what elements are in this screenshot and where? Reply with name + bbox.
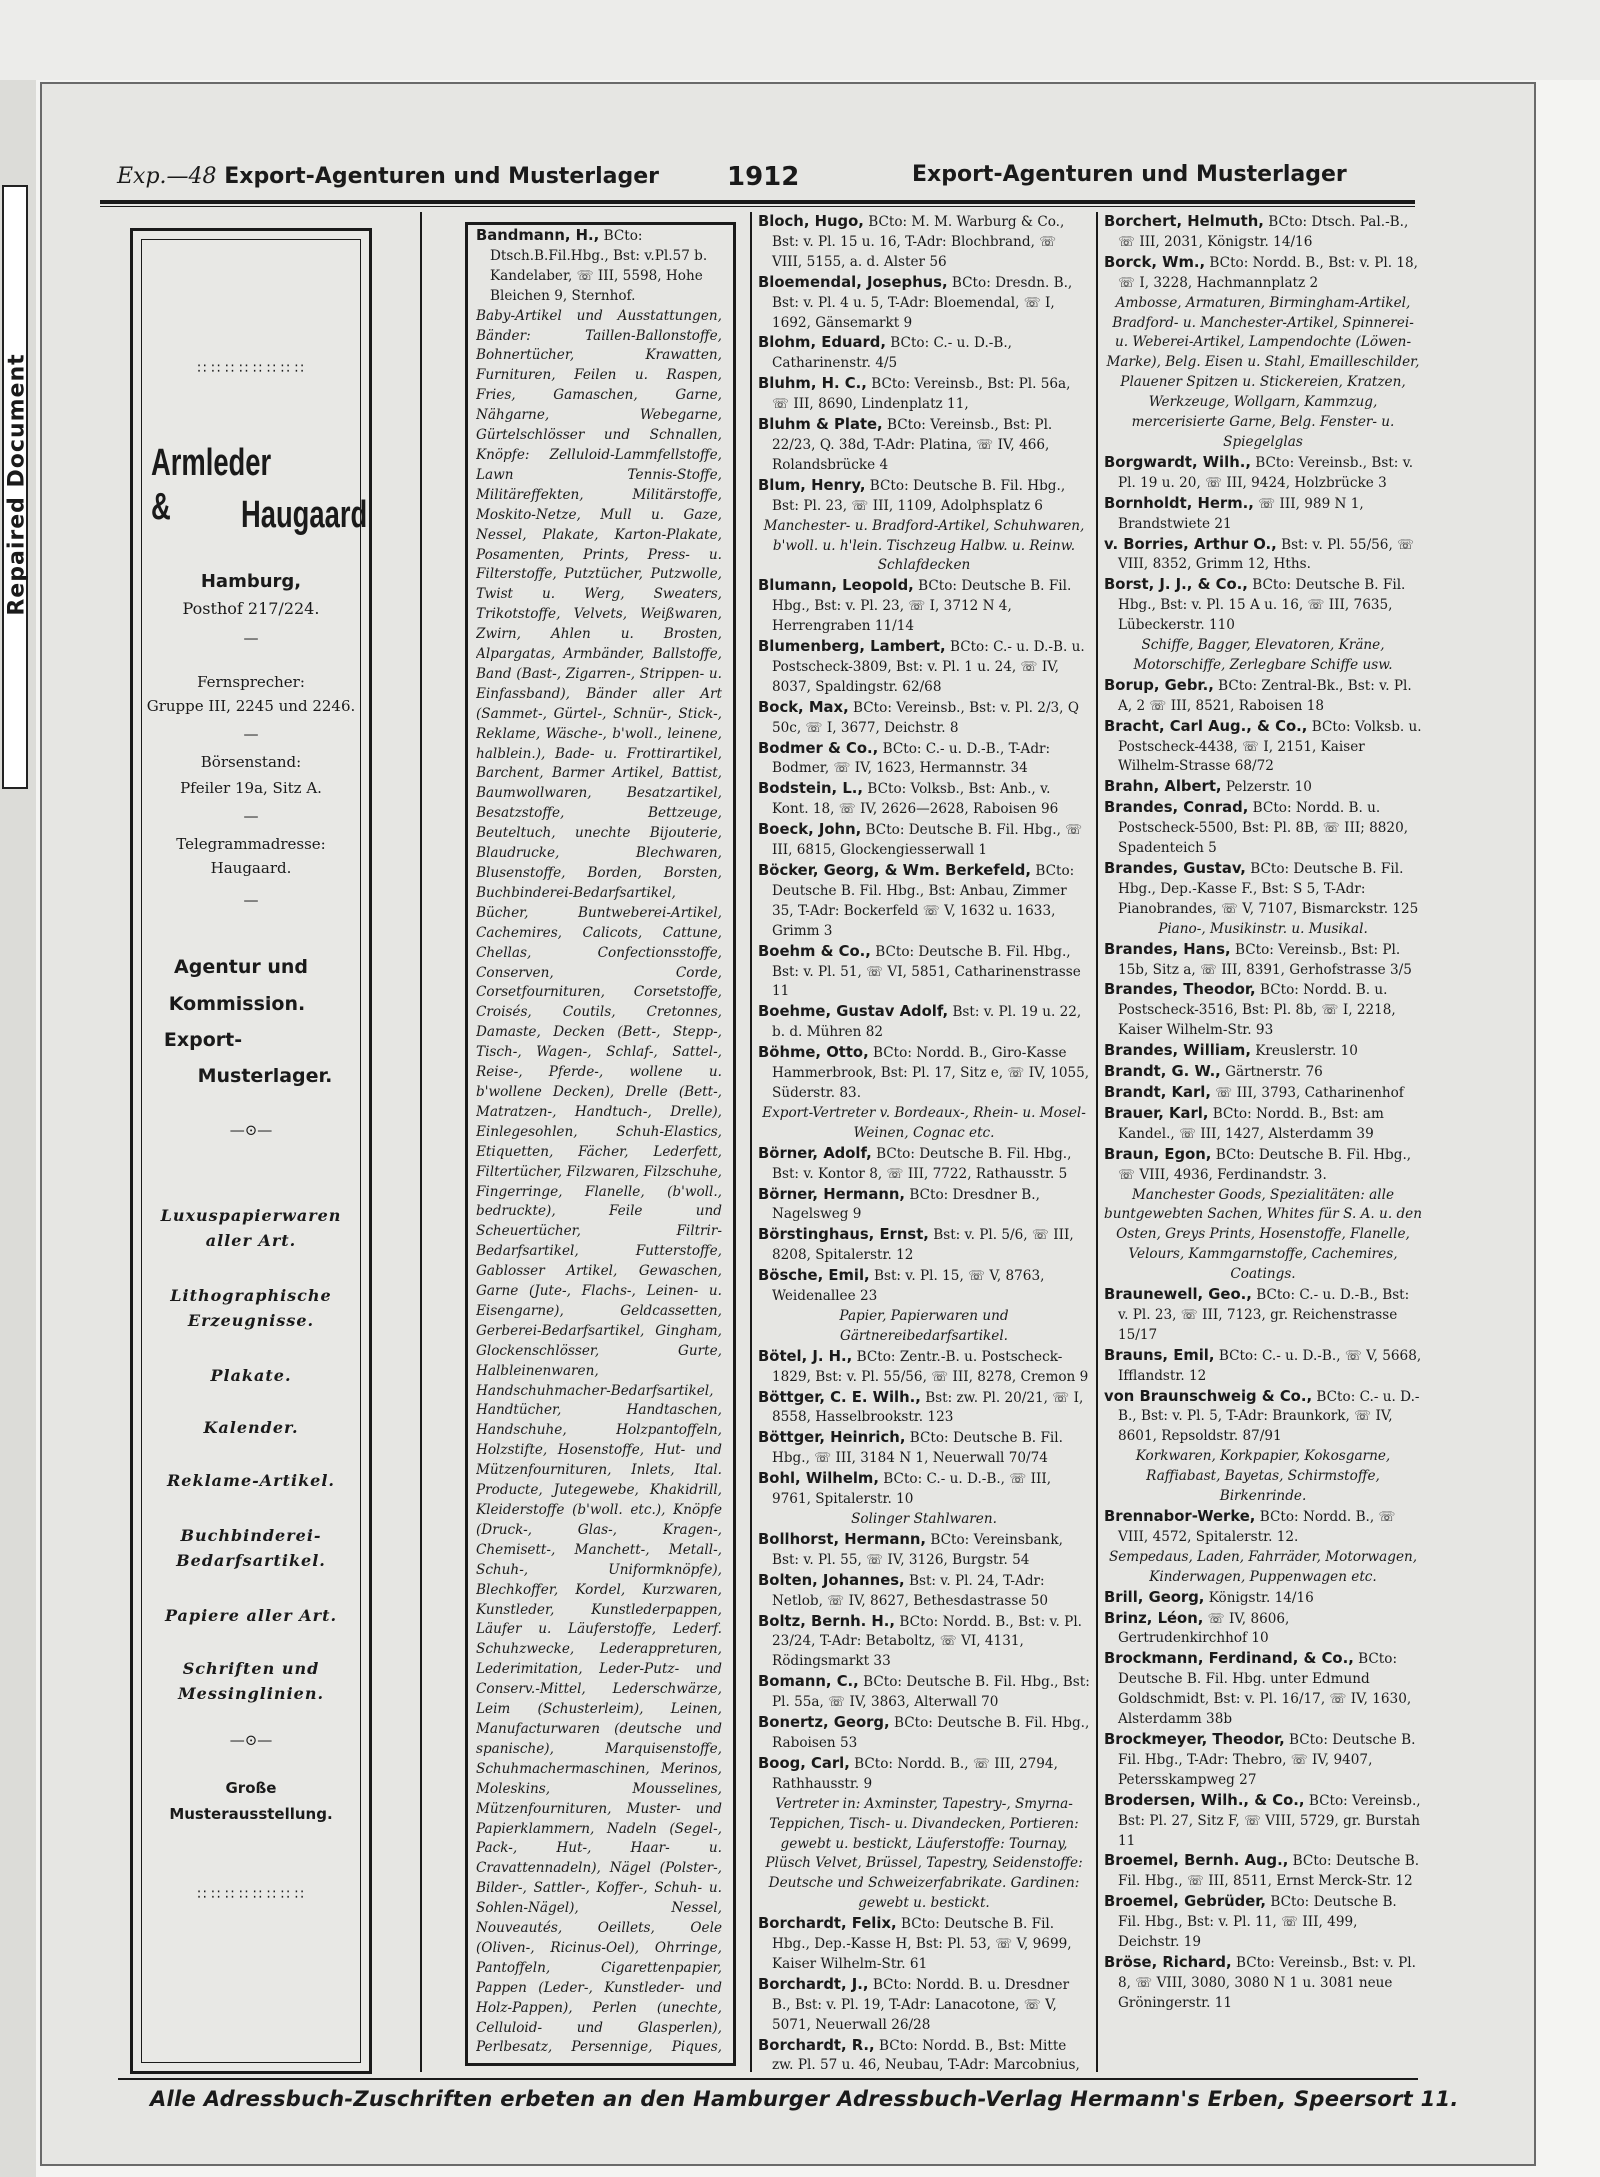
directory-entry [1104, 1649, 1422, 1730]
ad-company-name-1: Armleder & [151, 442, 272, 528]
entry-details: BCto: C.- u. D.-B., Catharinenstr. 4/5 [772, 335, 1013, 372]
entry-specialties: Solinger Stahlwaren. [851, 1511, 997, 1527]
directory-entry [758, 1571, 1090, 1612]
entry-details: BCto: Zentral-Bk., Bst: v. Pl. A, 2 ☏ III, 8521, Raboisen 18 [1118, 677, 1412, 714]
entry-name: Böttger, Heinrich, [758, 1429, 906, 1447]
column-divider-2 [750, 212, 752, 2072]
advertisement-box [130, 228, 372, 2074]
directory-entry [758, 1388, 1090, 1429]
entry-name: Bracht, Carl Aug., & Co., [1104, 717, 1308, 735]
entry-details: ☏ III, 989 N 1, Brandstwiete 21 [1118, 495, 1364, 532]
entry-details: Bst: v. Pl. 19 u. 22, b. d. Mühren 82 [772, 1004, 1082, 1041]
entry-details: ☏ IV, 8606, Gertrudenkirchhof 10 [1118, 1610, 1290, 1647]
entry-name: Boltz, Bernh. H., [758, 1612, 896, 1630]
ad-product-6: Kalender. [203, 1418, 299, 1437]
entry-name: Boehme, Gustav Adolf, [758, 1003, 949, 1021]
directory-entry [758, 273, 1090, 334]
entry-details: BCto: Deutsche B. Fil. Hbg., Bst: v. Kontor 8, ☏ III, 7722, Rathausstr. 5 [772, 1145, 1072, 1182]
directory-entry [758, 739, 1090, 780]
entry-details: BCto: Nordd. B. u. Dresdner B., Bst: v. Pl. 19, T-Adr: Lanacotone, ☏ V, 5071, Neuerwall 26/28 [772, 1976, 1070, 2033]
scan-top-edge [0, 0, 1600, 80]
ad-company-name-2: Haugaard [241, 494, 368, 536]
directory-entry [758, 637, 1090, 698]
entry-details: BCto: Vereinsb., Bst: Pl. 27, Sitz F, ☏ VIII, 5729, gr. Burstah 11 [1118, 1792, 1421, 1849]
directory-entry [758, 1428, 1090, 1469]
entry-details: BCto: C.- u. D.-B. u. Postscheck-3809, Bst: v. Pl. 1 u. 24, ☏ IV, 8037, Spaldingstr. 62/68 [772, 639, 1085, 695]
directory-entry [758, 333, 1090, 374]
entry-details: BCto: Vereinsb., Bst: Pl. 22/23, Q. 38d, T-Adr: Platina, ☏ IV, 466, Rolandsbrücke 4 [772, 417, 1053, 473]
directory-entry [758, 1975, 1090, 2036]
page-number: Exp.—48 [117, 164, 217, 189]
entry-details: BCto: Dresdner B., Nagelsweg 9 [772, 1186, 1040, 1223]
ad-telegram: Haugaard. [210, 859, 292, 877]
directory-entry [1104, 1083, 1422, 1104]
column-divider-3 [1096, 212, 1098, 2072]
entry-details: BCto: Deutsche B. Fil. Hbg., Raboisen 53 [772, 1715, 1090, 1751]
entry-name: Bornholdt, Herm., [1104, 494, 1254, 512]
ad-phone-label: Fernsprecher: [197, 673, 305, 691]
entry-details: BCto: Vereinsb., Bst: v. Pl. 8, ☏ VIII, 3080, 3080 N 1 u. 3081 neue Gröningerstr. 11 [1118, 1954, 1416, 2011]
directory-entry [1104, 453, 1422, 494]
ad-dash-3: — [243, 807, 259, 825]
directory-entry [1104, 494, 1422, 535]
entry-details: BCto: Volksb., Bst: Anb., v. Kont. 18, ☏ IV, 2626—2628, Raboisen 96 [772, 781, 1059, 818]
ad-product-12: Messinglinien. [177, 1684, 325, 1703]
directory-entry [758, 415, 1090, 476]
directory-entry [758, 1144, 1090, 1185]
entry-name: Bloch, Hugo, [758, 213, 864, 230]
entry-product-list: Baby-Artikel und Ausstattungen, Bänder: Taillen-Ballonstoffe, Bohnertücher, Krawatten, Furnituren, Feilen u. Raspen, Fries, Gamaschen, Garne, Nähgarne, Webegarne, Gürtelschlösser und Schnallen, Knöpfe: Zelluloid-Lammfellstoffe, Lawn Tennis-Stoffe, Militäreffekten, Militärstoffe, Moskito-Netze, Mull u. Gaze, Nessel, Plakate, Karton-Plakate, Posamenten, Prints, Press- u. Filterstoffe, Putztücher, Putzwolle, Twist u. Werg, Sweaters, Trikotstoffe, Velvets, Weißwaren, Zwirn, Ahlen u. Brosten, Alpargatas, Armbänder, Ballstoffe, Band (Bast-, Zigarren-, Strippen- u. Einfassband), Bänder aller Art (Sammet-, Gürtel-, Schnür-, Stick-, Reklame, Wäsche-, b'woll., leinene, halblein.), Bade- u. Frottirartikel, Barchent, Barmer Artikel, Battist, Baumwollwaren, Besatzartikel, Besatzstoffe, Bettzeuge, Beuteltuch, unechte Bijouterie, Blaudrucke, Blechwaren, Blusenstoffe, Borden, Borsten, Buchbinderei-Bedarfsartikel, Bücher, Buntweberei-Artikel, Cachemires, Calicots, Cattune, Chellas, Confectionsstoffe, Conserven, Corde, Corsetfournituren, Corsetstoffe, Croisés, Coutils, Cretonnes, Damaste, Decken (Bett-, Stepp-, Tisch-, Wagen-, Schlaf-, Sattel-, Reise-, Pferde-, wollene u. b'wollene Decken), Drelle (Bett-, Matratzen-, Handtuch-, Drelle), Einlegesohlen, Schuh-Elastics, Etiquetten, Fächer, Lederfett, Filtertücher, Filzwaren, Filzschuhe, Fingerringe, Flanelle, (b'woll., bedruckte), Feile und Scheuertücher, Filtrir-Bedarfsartikel, Futterstoffe, Gablosser Artikel, Gewaschen, Garne (Jute-, Flachs-, Leinen- u. Eisengarne), Geldcassetten, Gerberei-Bedarfsartikel, Gingham, Glockenschlösser, Gurte, Halbleinenwaren, Handschuhmacher-Bedarfsartikel, Handtücher, Handtaschen, Handschuhe, Holzpantoffeln, Holzstifte, Hosenstoffe, Hut- und Mützenfournituren, Inlets, Ital. Producte, Jutegewebe, Khakidrill, Kleiderstoffe (b'woll. etc.), Knöpfe (Druck-, Glas-, Kragen-, Chemisett-, Manchett-, Metall-, Schuh-, Uniformknöpfe), Blechkoffer, Kordel, Kurzwaren, Kunstleder, Kunstlederpappen, Läufer u. Läuferstoffe, Lederf. Schuhzwecke, Lederappreturen, Lederimitation, Leder-Putz- und Conserv.-Mittel, Lederschwärze, Leim (Schusterleim), Leinen, Manufacturwaren (deutsche und spanische), Marquisenstoffe, Schuhmachermaschinen, Merinos, Moleskins, Mousselines, Mützenfournituren, Muster- und Papierklammern, Nadeln (Segel-, Pack-, Hut-, Haar- u. Cravattennadeln), Nägel (Polster-, Bilder-, Sattler-, Koffer-, Schuh- u. Sohlen-Nägel), Nessel, Nouveautés, Oeillets, Oele (Oliven-, Ricinus-Oel), Ohrringe, Pantoffeln, Cigarettenpapier, Pappen (Leder-, Kunstleder- und Holz-Pappen), Perlen (unechte, Celluloid- und Glasperlen), Perlbesatz, Persennige, Piques, [476, 307, 722, 2056]
entry-name: Brockmann, Ferdinand, & Co., [1104, 1650, 1354, 1668]
ad-exhibit-1: Große [225, 1779, 277, 1797]
directory-column-1 [476, 226, 722, 2056]
entry-details: BCto: Vereinsbank, Bst: v. Pl. 55, ☏ IV, 3126, Burgstr. 54 [772, 1531, 1063, 1568]
directory-entry [1104, 1346, 1422, 1387]
entry-name: Boehm & Co., [758, 942, 871, 960]
ad-phone: Gruppe III, 2245 und 2246. [146, 697, 356, 715]
entry-details: BCto: C.- u. D.-B., Bst: v. Pl. 23, ☏ III, 7123, gr. Reichenstrasse 15/17 [1118, 1287, 1410, 1343]
ad-dash-2: — [243, 725, 259, 743]
entry-name: Bloemendal, Josephus, [758, 273, 948, 291]
entry-specialties: Manchester- u. Bradford-Artikel, Schuhwaren, b'woll. u. h'lein. Tischzeug Halbw. u. Reinw. Schlafdecken [763, 517, 1085, 574]
directory-entry [758, 476, 1090, 517]
entry-name: Bodmer & Co., [758, 739, 879, 757]
entry-details: BCto: Deutsche B. Fil. Hbg., Bst: Anbau, Zimmer 35, T-Adr: Bockerfeld ☏ V, 1632 u. 1633, Grimm 3 [772, 863, 1075, 939]
ad-product-9: Bedarfsartikel. [176, 1551, 326, 1570]
entry-details: Bst: zw. Pl. 20/21, ☏ I, 8558, Hasselbrookstr. 123 [772, 1389, 1084, 1426]
ornament-dots-bottom: ∷∷∷∷∷∷∷∷ [197, 1887, 309, 1903]
entry-name: Blohm, Eduard, [758, 334, 886, 352]
entry-name: Blumenberg, Lambert, [758, 638, 946, 656]
spine-label [2, 185, 28, 789]
entry-name: Brandes, Gustav, [1104, 860, 1246, 877]
entry-name: Börner, Hermann, [758, 1185, 906, 1203]
entry-specialties: Papier, Papierwaren und Gärtnereibedarfsartikel. [839, 1307, 1009, 1344]
directory-entry [758, 576, 1090, 637]
header-left [117, 164, 659, 189]
directory-entry [758, 2036, 1090, 2072]
entry-details: BCto: Vereinsb., Bst: Pl. 15b, Sitz a, ☏ III, 8391, Gerhofstrasse 3/5 [1118, 941, 1412, 978]
entry-details: BCto: Nordd. B., Bst: v. Pl. 23/24, T-Adr: Betaboltz, ☏ VI, 4131, Rödingsmarkt 33 [772, 1613, 1083, 1670]
entry-specialties: Ambosse, Armaturen, Birmingham-Artikel, Bradford- u. Manchester-Artikel, Spinnerei- u. Weberei-Artikel, Lampendochte (Löwen-Marke), Belg. Eisen u. Stahl, Emailleschilder, Plauener Spitzen u. Stickereien, Kratzen, Werkzeuge, Wollgarn, Kammzug, mercerisierte Garne, Belg. Fenster- u. Spiegelglas [1106, 294, 1420, 450]
entry-details: BCto: Deutsche B. Fil. Hbg., Bst: v. Pl. 15 A u. 16, ☏ III, 7635, Lübeckerstr. 110 [1118, 577, 1406, 634]
directory-entry [1104, 1041, 1422, 1062]
column-divider-1 [420, 212, 422, 2072]
entry-name: Böttger, C. E. Wilh., [758, 1388, 921, 1406]
entry-name: Borchardt, R., [758, 2036, 875, 2054]
entry-details: BCto: Deutsche B. Fil. Hbg., Bst: v. Pl. 23, ☏ I, 3712 N 4, Herrengraben 11/14 [772, 578, 1072, 635]
directory-entry [1104, 1953, 1422, 2014]
ad-ornament-1: —⊙— [229, 1121, 273, 1139]
ad-product-4: Erzeugnisse. [187, 1311, 315, 1330]
directory-entry [1104, 777, 1422, 798]
entry-details: BCto: C.- u. D.-B., ☏ III, 9761, Spitalerstr. 10 [772, 1471, 1052, 1508]
directory-entry [758, 1002, 1090, 1043]
entry-name: Bollhorst, Hermann, [758, 1530, 927, 1548]
entry-name: Brandt, Karl, [1104, 1083, 1211, 1101]
entry-name: Brennabor-Werke, [1104, 1508, 1256, 1525]
entry-details: ☏ III, 3793, Catharinenhof [1210, 1084, 1404, 1101]
entry-name: Bodstein, L., [758, 780, 864, 798]
entry-details: BCto: Nordd. B., Bst: v. Pl. 18, ☏ I, 3228, Hachmannplatz 2 [1118, 254, 1418, 291]
entry-details: BCto: Dtsch. Pal.-B., ☏ III, 2031, Königstr. 14/16 [1118, 214, 1409, 250]
entry-details: BCto: Deutsche B. Fil. Hbg., Bst: Pl. 55a, ☏ IV, 3863, Alterwall 70 [772, 1674, 1090, 1711]
entry-details: BCto: C.- u. D.-B., ☏ V, 5668, Ifflandstr. 12 [1118, 1347, 1422, 1384]
spine-text: Repaired Document [4, 353, 30, 616]
entry-name: Boog, Carl, [758, 1754, 850, 1772]
directory-entry [1104, 1609, 1422, 1650]
directory-entry [758, 1713, 1090, 1754]
entry-name: Bolten, Johannes, [758, 1571, 905, 1589]
ad-product-7: Reklame-Artikel. [167, 1471, 335, 1490]
entry-name: von Braunschweig & Co., [1104, 1387, 1313, 1405]
directory-column-2 [758, 212, 1090, 2072]
entry-name: Bluhm, H. C., [758, 375, 867, 393]
entry-details: BCto: Nordd. B., ☏ VIII, 4572, Spitalerstr. 12. [1118, 1509, 1396, 1545]
ad-service-1: Agentur und [174, 956, 308, 978]
directory-entry [1104, 212, 1422, 253]
entry-name: v. Borries, Arthur O., [1104, 535, 1277, 553]
entry-specialties: Export-Vertreter v. Bordeaux-, Rhein- u. Mosel- Weinen, Cognac etc. [762, 1104, 1086, 1141]
entry-name: Blum, Henry, [758, 476, 866, 494]
entry-details: BCto: Deutsche B. Fil. Hbg., T-Adr: Thebro, ☏ IV, 9407, Petersskampweg 27 [1118, 1731, 1416, 1788]
entry-details: BCto: Nordd. B. u. Postscheck-3516, Bst: Pl. 8b, ☏ I, 2218, Kaiser Wilhelm-Str. 93 [1118, 982, 1396, 1039]
ad-product-3: Lithographische [170, 1286, 332, 1305]
entry-name: Brandes, William, [1104, 1042, 1251, 1060]
entry-details: Gärtnerstr. 76 [1220, 1064, 1323, 1081]
ad-product-8: Buchbinderei- [180, 1526, 322, 1545]
entry-details: BCto: Deutsche B. Fil. Hbg., Dep.-Kasse H, Bst: Pl. 53, ☏ V, 9699, Kaiser Wilhelm-Str. 61 [772, 1916, 1072, 1972]
directory-entry [1104, 1892, 1422, 1953]
ad-city: Hamburg, [200, 571, 302, 592]
directory-entry [758, 1672, 1090, 1713]
entry-details: BCto: M. M. Warburg & Co., Bst: v. Pl. 15 u. 16, T-Adr: Blochbrand, ☏ VIII, 5155, a. d. Alster 56 [772, 214, 1065, 270]
directory-entry [758, 1612, 1090, 1673]
entry-details: BCto: Volksb. u. Postscheck-4438, ☏ I, 2151, Kaiser Wilhelm-Strasse 68/72 [1118, 718, 1422, 775]
entry-details: BCto: Zentr.-B. u. Postscheck-1829, Bst: v. Pl. 55/56, ☏ III, 8278, Cremon 9 [772, 1348, 1089, 1385]
entry-specialties: Vertreter in: Axminster, Tapestry-, Smyrna-Teppichen, Tisch- u. Divandecken, Portieren: gewebt u. bestickt, Läuferstoffe: Tournay, Plüsch Velvet, Brüssel, Tapestry, Seidenstoffe: Deutsche und Schweizerfabrikate. Gardinen: gewebt u. bestickt. [765, 1795, 1083, 1912]
header-left-title: Export-Agenturen und Musterlager [224, 164, 659, 189]
directory-entry [1104, 1285, 1422, 1346]
directory-entry [758, 779, 1090, 820]
entry-details: BCto: Deutsche B. Fil. Hbg., Bst: v. Pl. 51, ☏ VI, 5851, Catharinenstrasse 11 [772, 943, 1081, 1000]
directory-entry [758, 1347, 1090, 1388]
entry-details: BCto: Nordd. B., Bst: Mitte zw. Pl. 57 u. 46, Neubau, T-Adr: Marcobnius, [772, 2037, 1080, 2072]
ad-exhibit-2: Musterausstellung. [169, 1805, 333, 1823]
entry-details: Bst: v. Pl. 5/6, ☏ III, 8208, Spitalerstr. 12 [772, 1227, 1074, 1264]
entry-name: Borchardt, Felix, [758, 1915, 897, 1933]
header-year: 1912 [727, 162, 800, 192]
entry-details: BCto: Deutsche B. Fil. Hbg., Bst: v. Pl. 11, ☏ III, 499, Deichstr. 19 [1118, 1894, 1397, 1951]
ad-product-11: Schriften und [182, 1659, 320, 1678]
directory-entry [758, 820, 1090, 861]
directory-entry [1104, 859, 1422, 920]
ad-address: Posthof 217/224. [182, 599, 320, 618]
entry-name: Brauer, Karl, [1104, 1104, 1209, 1122]
ad-product-2: aller Art. [205, 1231, 297, 1250]
entry-details: BCto: Deutsche B. Fil. Hbg., ☏ III, 3184 N 1, Neuerwall 70/74 [772, 1430, 1063, 1467]
directory-entry [1104, 1791, 1422, 1852]
entry-name: Bösche, Emil, [758, 1267, 870, 1285]
directory-entry [758, 1043, 1090, 1104]
entry-name: Boeck, John, [758, 821, 862, 839]
entry-name: Brandes, Theodor, [1104, 981, 1256, 999]
entry-name: Bock, Max, [758, 698, 849, 716]
entry-name: Börner, Adolf, [758, 1144, 872, 1162]
entry-specialties: Manchester Goods, Spezialitäten: alle buntgewebten Sachen, Whites für S. A. u. den Osten, Greys Prints, Hosenstoffe, Flanelle, Velours, Kammgarnstoffe, Cachemires, Coatings. [1104, 1186, 1422, 1283]
directory-entry [1104, 1588, 1422, 1609]
entry-specialties: Schiffe, Bagger, Elevatoren, Kräne, Motorschiffe, Zerlegbare Schiffe usw. [1133, 637, 1393, 673]
header-rule-thin [100, 206, 1415, 207]
entry-name: Brill, Georg, [1104, 1588, 1205, 1606]
directory-entry [476, 226, 722, 307]
directory-entry [1104, 1730, 1422, 1791]
directory-entry [1104, 575, 1422, 636]
entry-details: Bst: v. Pl. 55/56, ☏ VIII, 8352, Grimm 12, Hths. [1118, 536, 1415, 573]
entry-details: Pelzerstr. 10 [1221, 779, 1312, 796]
ornament-dots-top: ∷∷∷∷∷∷∷∷ [197, 361, 309, 377]
ad-dash-1: — [243, 629, 259, 647]
entry-name: Bandmann, H., [476, 227, 600, 244]
entry-name: Borgwardt, Wilh., [1104, 453, 1251, 471]
directory-entry [1104, 980, 1422, 1041]
entry-details: BCto: Dtsch.B.Fil.Hbg., Bst: v.Pl.57 b. Kandelaber, ☏ III, 5598, Hohe Bleichen 9, Sternhof. [490, 228, 708, 304]
directory-entry [758, 1914, 1090, 1975]
page-footer: Alle Adressbuch-Zuschriften erbeten an den Hamburger Adressbuch-Verlag Hermann's Erben, Speersort 11. [150, 2087, 1459, 2111]
directory-entry [758, 698, 1090, 739]
directory-entry [1104, 676, 1422, 717]
entry-name: Brinz, Léon, [1104, 1609, 1204, 1627]
entry-name: Brockmeyer, Theodor, [1104, 1730, 1285, 1748]
entry-name: Borck, Wm., [1104, 253, 1206, 271]
directory-entry [758, 374, 1090, 415]
ad-exchange: Pfeiler 19a, Sitz A. [180, 779, 322, 797]
entry-name: Bonertz, Georg, [758, 1714, 890, 1732]
ad-service-4: Musterlager. [197, 1065, 333, 1087]
entry-name: Borup, Gebr., [1104, 676, 1214, 694]
entry-specialties: Piano-, Musikinstr. u. Musikal. [1158, 920, 1368, 937]
directory-entry [758, 212, 1090, 273]
directory-entry [758, 942, 1090, 1003]
entry-details: BCto: Deutsche B. Fil. Hbg., ☏ III, 8511, Ernst Merck-Str. 12 [1118, 1853, 1420, 1890]
entry-details: BCto: Nordd. B., Bst: am Kandel., ☏ III, 1427, Alsterdamm 39 [1118, 1105, 1384, 1142]
entry-details: BCto: Deutsche B. Fil. Hbg., Dep.-Kasse F., Bst: S 5, T-Adr: Pianobrandes, ☏ V, 7107, Bismarckstr. 125 [1118, 861, 1419, 917]
entry-details: BCto: Dresdn. B., Bst: v. Pl. 4 u. 5, T-Adr: Bloemendal, ☏ I, 1692, Gänsemarkt 9 [772, 274, 1073, 331]
directory-entry [1104, 253, 1422, 294]
ad-exchange-label: Börsenstand: [200, 753, 302, 771]
directory-entry [1104, 535, 1422, 576]
entry-name: Braun, Egon, [1104, 1145, 1212, 1163]
entry-name: Bötel, J. H., [758, 1347, 853, 1365]
entry-details: BCto: Vereinsb., Bst: Pl. 56a, ☏ III, 8690, Lindenplatz 11, [772, 376, 1071, 413]
ad-product-10: Papiere aller Art. [164, 1606, 338, 1625]
directory-entry [758, 1266, 1090, 1307]
ad-telegram-label: Telegrammadresse: [176, 835, 326, 853]
directory-entry [1104, 717, 1422, 778]
entry-specialties: Sempedaus, Laden, Fahrräder, Motorwagen, Kinderwagen, Puppenwagen etc. [1108, 1548, 1418, 1585]
ad-dash-4: — [243, 891, 259, 909]
ad-service-2: Kommission. [168, 993, 306, 1015]
directory-entry [758, 1754, 1090, 1795]
entry-details: BCto: C.- u. D.-B., T-Adr: Bodmer, ☏ IV, 1623, Hermannstr. 34 [772, 740, 1051, 777]
directory-entry [1104, 1387, 1422, 1448]
entry-name: Brahn, Albert, [1104, 778, 1222, 796]
entry-name: Brodersen, Wilh., & Co., [1104, 1791, 1305, 1809]
entry-name: Börstinghaus, Ernst, [758, 1226, 929, 1244]
entry-details: BCto: Vereinsb., Bst: v. Pl. 2/3, Q 50c, ☏ I, 3677, Deichstr. 8 [772, 699, 1079, 736]
directory-entry [1104, 1062, 1422, 1083]
directory-entry [758, 1185, 1090, 1226]
ad-product-5: Plakate. [210, 1366, 292, 1385]
entry-details: Kreuslerstr. 10 [1250, 1043, 1358, 1060]
entry-name: Blumann, Leopold, [758, 577, 914, 595]
directory-entry [1104, 798, 1422, 859]
entry-name: Bohl, Wilhelm, [758, 1470, 879, 1488]
directory-entry [758, 1530, 1090, 1571]
directory-entry [758, 1225, 1090, 1266]
entry-name: Bomann, C., [758, 1673, 859, 1691]
directory-entry [1104, 1851, 1422, 1892]
directory-entry [1104, 1145, 1422, 1186]
header-right-title: Export-Agenturen und Musterlager [912, 162, 1347, 187]
entry-details: Bst: v. Pl. 15, ☏ V, 8763, Weidenallee 23 [772, 1268, 1045, 1305]
entry-name: Borchardt, J., [758, 1975, 869, 1993]
entry-name: Böhme, Otto, [758, 1044, 869, 1062]
entry-name: Brauns, Emil, [1104, 1346, 1215, 1364]
directory-entry [1104, 1507, 1422, 1548]
entry-details: BCto: Nordd. B., ☏ III, 2794, Rathhausstr. 9 [772, 1755, 1058, 1792]
entry-name: Borst, J. J., & Co., [1104, 576, 1248, 594]
ad-service-3: Export- [163, 1029, 243, 1051]
header-rule [100, 200, 1415, 204]
directory-entry [758, 861, 1090, 942]
entry-name: Brandes, Hans, [1104, 940, 1231, 958]
entry-details: BCto: C.- u. D.-B., Bst: v. Pl. 5, T-Adr: Braunkork, ☏ IV, 8601, Repsoldstr. 87/91 [1118, 1388, 1420, 1445]
entry-name: Borchert, Helmuth, [1104, 213, 1264, 230]
ad-product-1: Luxuspapierwaren [160, 1206, 342, 1225]
entry-details: Königstr. 14/16 [1204, 1589, 1314, 1606]
entry-name: Broemel, Bernh. Aug., [1104, 1852, 1289, 1870]
directory-entry [758, 1469, 1090, 1510]
entry-name: Broemel, Gebrüder, [1104, 1893, 1267, 1911]
entry-details: BCto: Vereinsb., Bst: v. Pl. 19 u. 20, ☏ III, 9424, Holzbrücke 3 [1118, 454, 1414, 491]
entry-details: BCto: Nordd. B. u. Postscheck-5500, Bst: Pl. 8B, ☏ III; 8820, Spadenteich 5 [1118, 800, 1409, 857]
entry-details: BCto: Nordd. B., Giro-Kasse Hammerbrook, Bst: Pl. 17, Sitz e, ☏ IV, 1055, Süderstr. 83. [772, 1045, 1090, 1101]
entry-name: Böcker, Georg, & Wm. Berkefeld, [758, 862, 1032, 879]
entry-details: BCto: Deutsche B. Fil. Hbg. unter Edmund Goldschmidt, Bst: v. Pl. 16/17, ☏ IV, 1630, Alsterdamm 38b [1118, 1651, 1412, 1728]
entry-name: Brandt, G. W., [1104, 1063, 1221, 1081]
directory-entry [1104, 1104, 1422, 1145]
footer-rule [118, 2078, 1418, 2080]
entry-name: Brandes, Conrad, [1104, 799, 1249, 817]
ad-ornament-2: —⊙— [229, 1731, 273, 1749]
directory-column-3 [1104, 212, 1422, 2072]
entry-details: BCto: Deutsche B. Fil. Hbg., ☏ VIII, 4936, Ferdinandstr. 3. [1118, 1146, 1412, 1183]
directory-entry [1104, 940, 1422, 981]
entry-name: Bröse, Richard, [1104, 1953, 1232, 1971]
entry-name: Bluhm & Plate, [758, 416, 883, 434]
entry-name: Braunewell, Geo., [1104, 1286, 1252, 1304]
entry-details: BCto: Deutsche B. Fil. Hbg., Bst: Pl. 23, ☏ III, 1109, Adolphsplatz 6 [772, 477, 1066, 514]
page-header [72, 160, 1412, 190]
entry-details: Bst: v. Pl. 24, T-Adr: Netlob, ☏ IV, 8627, Bethesdastrasse 50 [772, 1572, 1049, 1609]
entry-details: BCto: Deutsche B. Fil. Hbg., ☏ III, 6815, Glockengiesserwall 1 [772, 822, 1083, 859]
entry-specialties: Korkwaren, Korkpapier, Kokosgarne, Raffiabast, Bayetas, Schirmstoffe, Birkenrinde. [1135, 1448, 1391, 1505]
